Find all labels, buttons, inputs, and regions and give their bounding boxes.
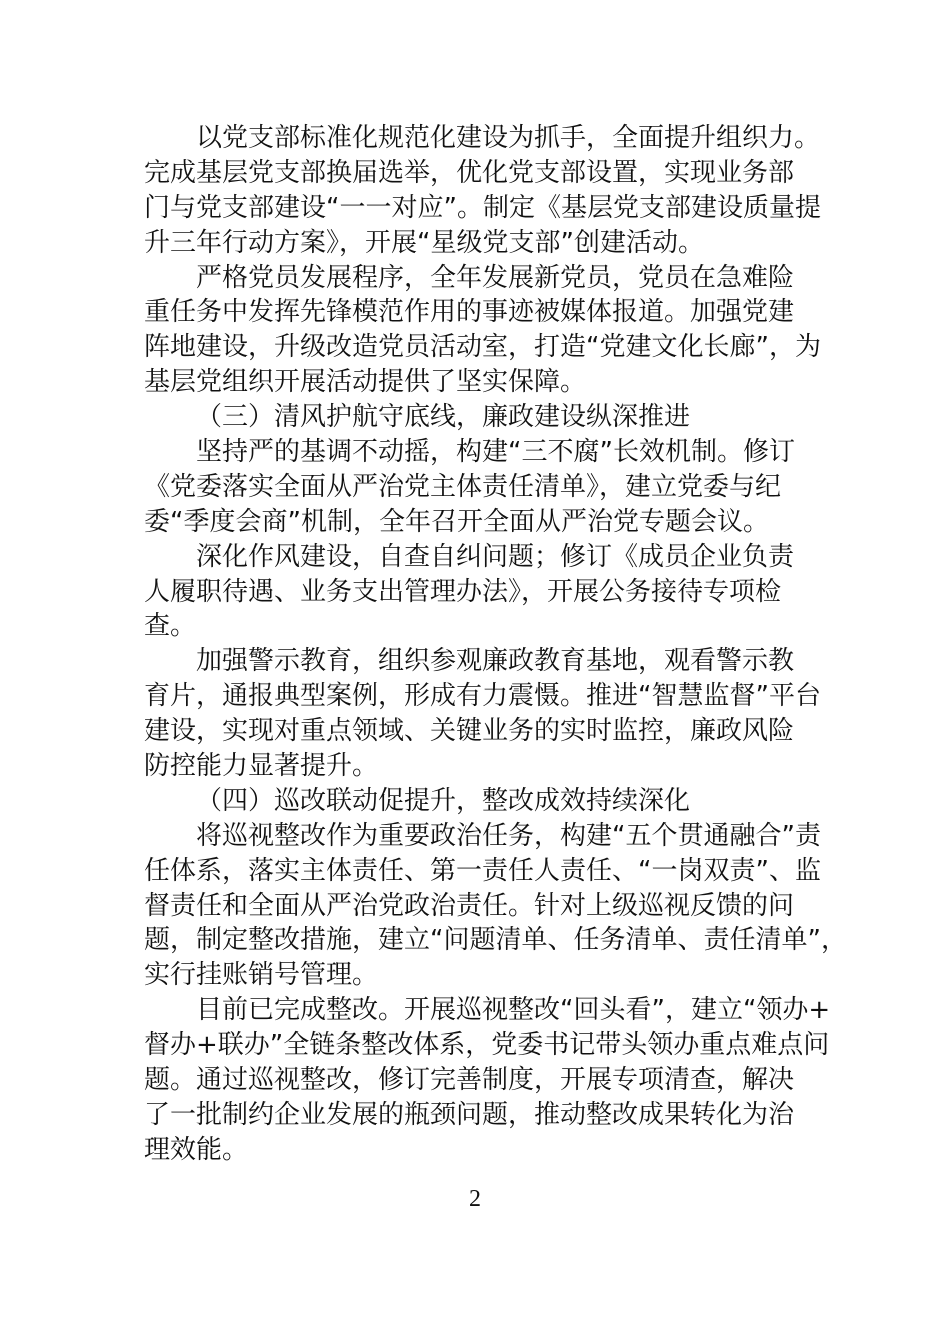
paragraph-line: 深化作风建设，自查自纠问题；修订《成员企业负责 — [196, 541, 795, 572]
paragraph-line: 目前已完成整改。开展巡视整改“回头看”，建立“领办+ — [196, 995, 831, 1026]
paragraph-line: 任体系，落实主体责任、第一责任人责任、“一岗双责”、监 — [144, 855, 821, 886]
paragraph-line: 实行挂账销号管理。 — [144, 960, 379, 991]
section-heading: （三）清风护航守底线，廉政建设纵深推进 — [196, 402, 691, 433]
page-number: 2 — [469, 1186, 481, 1212]
section-heading: （四）巡改联动促提升，整改成效持续深化 — [196, 785, 691, 816]
paragraph-line: 建设，实现对重点领域、关键业务的实时监控，廉政风险 — [144, 716, 795, 747]
paragraph-line: 坚持严的基调不动摇，构建“三不腐”长效机制。修订 — [196, 437, 795, 468]
paragraph-line: 防控能力显著提升。 — [144, 751, 379, 782]
paragraph-line: 重任务中发挥先锋模范作用的事迹被媒体报道。加强党建 — [144, 297, 795, 328]
paragraph-line: 题，制定整改措施，建立“问题清单、任务清单、责任清单”， — [144, 925, 847, 956]
paragraph-line: 人履职待遇、业务支出管理办法》，开展公务接待专项检 — [144, 576, 782, 607]
paragraph-line: 题。通过巡视整改，修订完善制度，开展专项清查，解决 — [144, 1065, 795, 1096]
paragraph-line: 理效能。 — [144, 1134, 249, 1165]
paragraph-line: 了一批制约企业发展的瓶颈问题，推动整改成果转化为治 — [144, 1099, 795, 1130]
paragraph-line: 督责任和全面从严治党政治责任。针对上级巡视反馈的问 — [144, 890, 795, 921]
paragraph-line: 《党委落实全面从严治党主体责任清单》，建立党委与纪 — [144, 471, 782, 502]
paragraph-line: 阵地建设，升级改造党员活动室，打造“党建文化长廊”，为 — [144, 332, 821, 363]
paragraph-line: 查。 — [144, 611, 197, 642]
paragraph-line: 升三年行动方案》，开展“星级党支部”创建活动。 — [144, 227, 704, 258]
paragraph-line: 加强警示教育，组织参观廉政教育基地，观看警示教 — [196, 646, 795, 677]
paragraph-line: 基层党组织开展活动提供了坚实保障。 — [144, 367, 587, 398]
paragraph-line: 门与党支部建设“一一对应”。制定《基层党支部建设质量提 — [144, 192, 821, 223]
paragraph-line: 以党支部标准化规范化建设为抓手，全面提升组织力。 — [196, 123, 821, 153]
body-text — [144, 121, 847, 1168]
paragraph-line: 将巡视整改作为重要政治任务，构建“五个贯通融合”责 — [196, 820, 821, 851]
paragraph-line: 育片，通报典型案例，形成有力震慑。推进“智慧监督”平台 — [144, 681, 821, 712]
paragraph-line: 严格党员发展程序，全年发展新党员，党员在急难险 — [196, 262, 795, 293]
paragraph-line: 督办+联办”全链条整改体系，党委书记带头领办重点难点问 — [144, 1030, 830, 1061]
paragraph-line: 委“季度会商”机制，全年召开全面从严治党专题会议。 — [144, 506, 769, 537]
paragraph-line: 完成基层党支部换届选举，优化党支部设置，实现业务部 — [144, 157, 795, 188]
